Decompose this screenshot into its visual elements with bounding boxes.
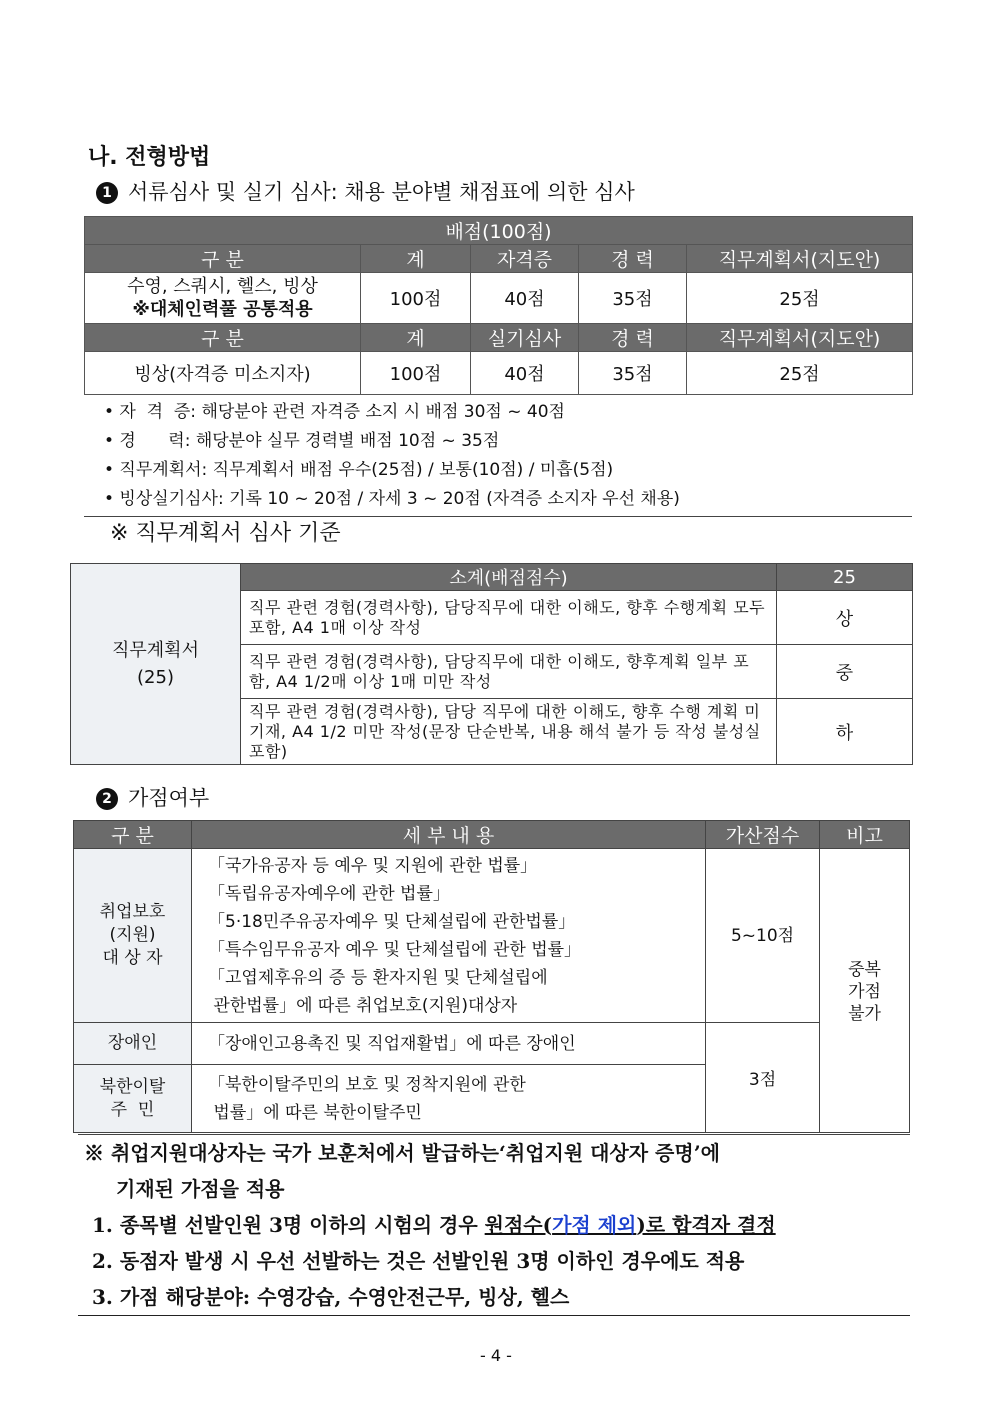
score-notes <box>84 396 912 517</box>
rule-text: 1. 종목별 선발인원 3명 이하의 시험의 경우 <box>92 1213 485 1237</box>
header-cell: 25 <box>777 564 913 591</box>
bonus-label-cell <box>74 849 192 1023</box>
header-cell: 구 분 <box>85 245 361 273</box>
rule-text: 원점수( <box>484 1213 553 1237</box>
bonus-note-line: 중복 <box>848 960 881 980</box>
bonus-note-line: 가점 <box>848 982 881 1003</box>
criteria-level: 중 <box>777 645 913 699</box>
value-cell: 25점 <box>687 352 913 395</box>
header-cell: 소계(배점점수) <box>241 564 777 591</box>
value-cell: 100점 <box>361 273 471 324</box>
number-badge: 2 <box>96 788 118 810</box>
bonus-label-line: 주 민 <box>110 1099 155 1120</box>
header-cell: 세 부 내 용 <box>192 821 706 849</box>
rule-highlight: 가점 제외 <box>552 1213 637 1237</box>
step2-title: 가점여부 <box>128 786 210 810</box>
note-line: • 직무계획서: 직무계획서 배점 우수(25점) / 보통(10점) / 미흡(5점) <box>104 460 614 480</box>
bonus-notes <box>78 1134 910 1316</box>
note-line: 기재된 가점을 적용 <box>116 1177 285 1201</box>
bonus-label-line: 취업보호 <box>99 902 166 923</box>
law-line: 「독립유공자예우에 관한 법률」 <box>208 883 450 904</box>
step2-heading <box>96 782 209 812</box>
criteria-level: 상 <box>777 591 913 645</box>
criteria-desc: 직무 관련 경험(경력사항), 담당직무에 대한 이해도, 향후 수행계획 모두 포함, A4 1매 이상 작성 <box>241 591 777 645</box>
plan-left-score: (25) <box>137 667 174 688</box>
header-cell: 직무계획서(지도안) <box>687 324 913 352</box>
note-line: • 빙상실기심사: 기록 10 ~ 20점 / 자세 3 ~ 20점 (자격증 소지자 우선 채용) <box>104 489 680 509</box>
bonus-table <box>73 820 910 1133</box>
row-label <box>85 273 361 324</box>
law-line: 「고엽제후유의 증 등 환자지원 및 단체설립에 <box>208 967 548 988</box>
header-cell: 자격증 <box>471 245 579 273</box>
bonus-score: 3점 <box>706 1023 820 1133</box>
header-cell: 구 분 <box>85 324 361 352</box>
bonus-label-line: 대 상 자 <box>102 947 163 968</box>
rule-item-1 <box>78 1207 910 1243</box>
header-cell: 계 <box>361 245 471 273</box>
note-line: • 자 격 증: 해당분야 관련 자격증 소지 시 배점 30점 ~ 40점 <box>104 402 565 422</box>
bonus-label-line: (지원) <box>109 925 156 946</box>
criteria-level: 하 <box>777 699 913 765</box>
header-cell: 실기심사 <box>471 324 579 352</box>
bonus-note-line: 불가 <box>848 1004 881 1025</box>
row-note: ※대체인력풀 공통적용 <box>132 299 313 320</box>
header-cell: 직무계획서(지도안) <box>687 245 913 273</box>
law-line: 법률」에 따른 북한이탈주민 <box>208 1102 422 1123</box>
note-line: • 경 력: 해당분야 실무 경력별 배점 10점 ~ 35점 <box>104 431 500 451</box>
plan-criteria-title: ※ 직무계획서 심사 기준 <box>110 521 341 546</box>
score-table <box>84 216 913 395</box>
number-badge: 1 <box>96 182 118 204</box>
bonus-label-cell <box>74 1065 192 1133</box>
header-cell: 경 력 <box>579 245 687 273</box>
header-cell: 가산점수 <box>706 821 820 849</box>
law-line: 「장애인고용촉진 및 직업재활법」에 따른 장애인 <box>192 1023 706 1065</box>
plan-left-cell <box>71 564 241 765</box>
value-cell: 25점 <box>687 273 913 324</box>
note-line: ※ 취업지원대상자는 국가 보훈처에서 발급하는‘취업지원 대상자 증명’에 <box>84 1141 720 1165</box>
step1-heading <box>96 176 635 206</box>
bonus-content-cell <box>192 1065 706 1133</box>
law-line: 「5·18민주유공자예우 및 단체설립에 관한법률」 <box>208 911 576 932</box>
step1-title: 서류심사 및 실기 심사: 채용 분야별 채점표에 의한 심사 <box>128 180 635 204</box>
value-cell: 35점 <box>579 352 687 395</box>
law-line: 「특수임무유공자 예우 및 단체설립에 관한 법률」 <box>208 939 582 960</box>
value-cell: 40점 <box>471 273 579 324</box>
row-name: 수영, 스쿼시, 헬스, 빙상 <box>127 275 318 297</box>
law-line: 「국가유공자 등 예우 및 지원에 관한 법률」 <box>208 855 538 876</box>
bonus-label-line: 북한이탈 <box>99 1076 166 1097</box>
header-cell: 구 분 <box>74 821 192 849</box>
score-top-header: 배점(100점) <box>85 217 913 245</box>
header-cell: 경 력 <box>579 324 687 352</box>
bonus-score: 5~10점 <box>706 849 820 1023</box>
law-line: 관한법률」에 따른 취업보호(지원)대상자 <box>208 995 518 1016</box>
value-cell: 35점 <box>579 273 687 324</box>
section-title: 나. 전형방법 <box>88 145 211 170</box>
bonus-label-cell: 장애인 <box>74 1023 192 1065</box>
criteria-desc: 직무 관련 경험(경력사항), 담당 직무에 대한 이해도, 향후 수행 계획 미기재, A4 1/2 미만 작성(문장 단순반복, 내용 해석 불가 등 작성 불성실 포함) <box>241 699 777 765</box>
value-cell: 100점 <box>361 352 471 395</box>
header-cell: 비고 <box>820 821 910 849</box>
header-cell: 계 <box>361 324 471 352</box>
bonus-note-cell <box>820 849 910 1133</box>
plan-criteria-table <box>70 563 913 765</box>
bonus-content-cell <box>192 849 706 1023</box>
rule-text: )로 합격자 결정 <box>636 1213 776 1237</box>
plan-left-label: 직무계획서 <box>112 640 199 661</box>
page-number: - 4 - <box>480 1346 512 1365</box>
rule-item-2: 2. 동점자 발생 시 우선 선발하는 것은 선발인원 3명 이하인 경우에도 적용 <box>92 1249 745 1273</box>
law-line: 「북한이탈주민의 보호 및 정착지원에 관한 <box>208 1074 526 1095</box>
criteria-desc: 직무 관련 경험(경력사항), 담당직무에 대한 이해도, 향후계획 일부 포함, A4 1/2매 이상 1매 미만 작성 <box>241 645 777 699</box>
rule-emphasis <box>485 1213 776 1237</box>
value-cell: 40점 <box>471 352 579 395</box>
row-label: 빙상(자격증 미소지자) <box>85 352 361 395</box>
rule-item-3: 3. 가점 해당분야: 수영강습, 수영안전근무, 빙상, 헬스 <box>92 1285 570 1309</box>
